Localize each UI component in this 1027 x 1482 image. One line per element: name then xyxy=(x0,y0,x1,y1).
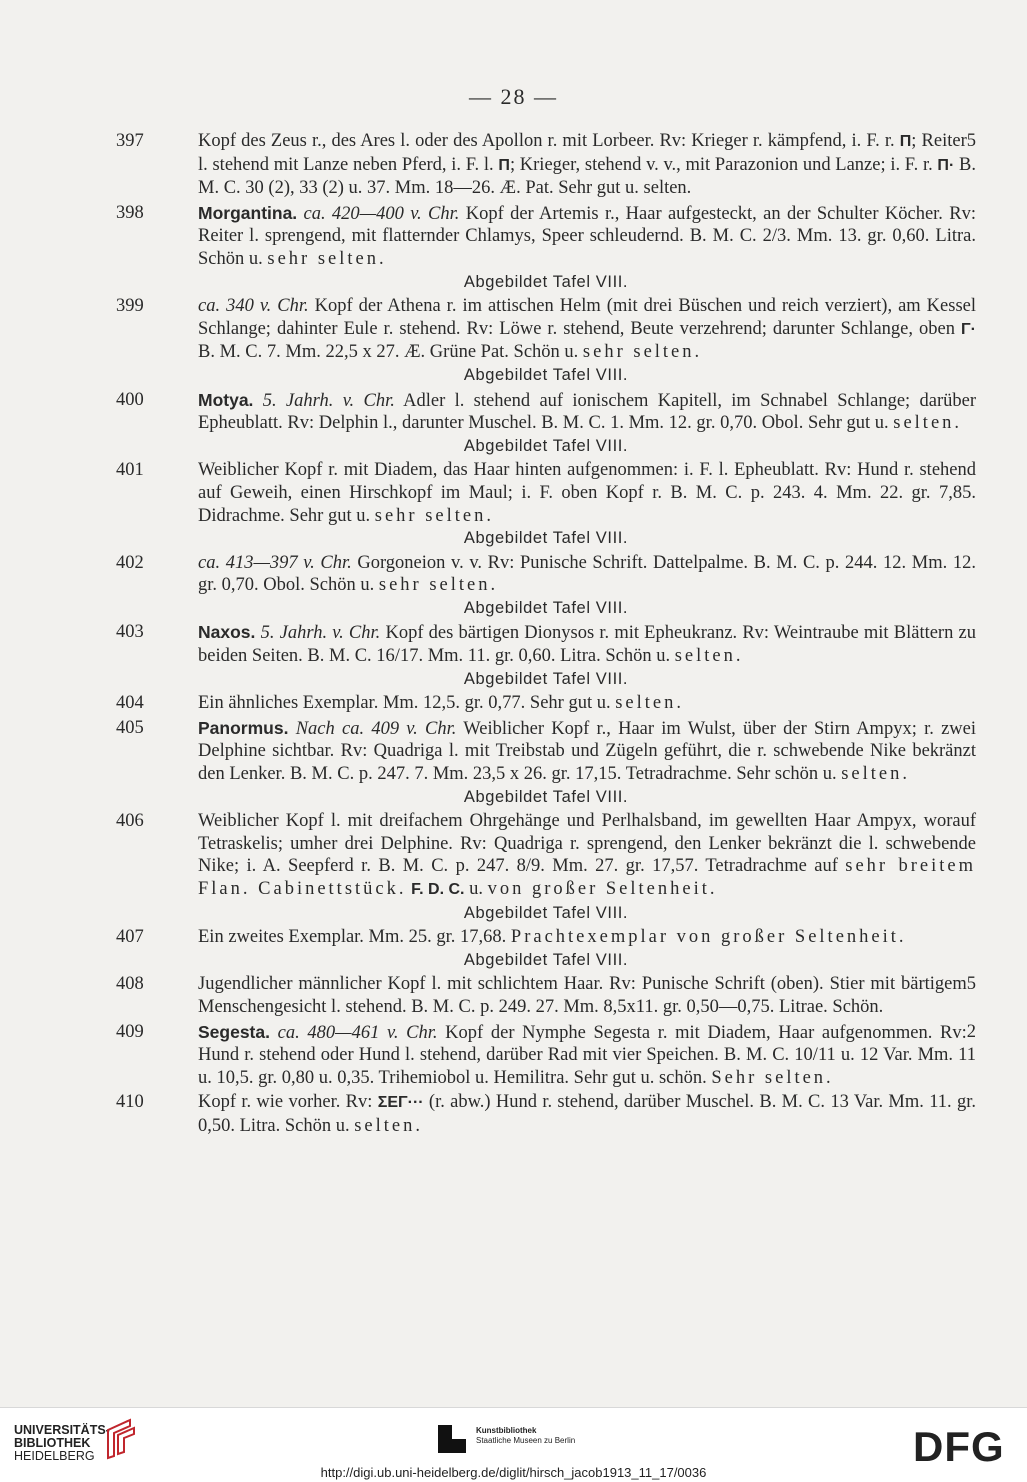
entry-number: 397 xyxy=(116,131,144,151)
plate-reference: Abgebildet Tafel VIII. xyxy=(463,903,629,922)
rarity-note: selten. xyxy=(615,693,685,714)
entry-number: 400 xyxy=(116,389,144,410)
date-range: 5. Jahrh. v. Chr. xyxy=(260,623,381,644)
city-name: Motya. xyxy=(198,389,254,410)
description-text: (r. abw.) Hund r. stehend, darüber Muschel. B. M. C. 13 Var. Mm. 11. gr. 0,50. Litra. Schön u. xyxy=(198,1092,976,1136)
description-text: Weiblicher Kopf l. mit dreifachem Ohrgehänge und Perlhalsband, im gewellten Haar Ampyx, worauf Tetraskelis; umher drei Delphine. Rv: Quadriga r. sprengend, den Lenker bekränzt die l. schwebende Nike; i. A. Seepferd r. B. M. C. p. 247. 8/9. Mm. 27. gr. 17,57. Tetradrachme auf xyxy=(198,811,976,877)
entry-description xyxy=(198,552,976,597)
footer-bar xyxy=(0,1407,1027,1482)
description-text: Weiblicher Kopf r. mit Diadem, das Haar hinten aufgenommen: i. F. l. Epheublatt. Rv: Hund r. stehend auf Geweih, einen Hirschkopf im Maul; i. F. oben Kopf r. B. M. C. p. 243. 4. Mm. 22. gr. 7,85. Didrachme. Sehr gut u. xyxy=(198,460,976,526)
description-text: B. M. C. 30 (2), 33 (2) u. 37. Mm. 18—26. Æ. Pat. Sehr gut u. selten. xyxy=(198,154,976,199)
description-text: Weiblicher Kopf r., Haar im Wulst, über der Stirn Ampyx; r. zwei Delphine sichtbar. Rv: Quadriga l. mit Treibstab und Zügeln geführt, die r. schwebende Nike bekränzt den Lenker. B. M. C. p. 247. 7. Mm. 23,5 x 26. gr. 17,15. Tetradrachme. Sehr schön u. xyxy=(198,718,977,785)
entry-number: 409 xyxy=(116,1021,144,1042)
entry-description xyxy=(198,130,976,200)
plate-reference: Abgebildet Tafel VIII. xyxy=(463,272,629,291)
entry-number: 410 xyxy=(116,1092,144,1113)
description-text: Jugendlicher männlicher Kopf l. mit schlichtem Haar. Rv: Punische Schrift (oben). Stier mit bärtigem Menschengesicht l. stehend. B. M. C. p. 249. 27. Mm. 8,5x11. gr. 0,50—0,75. Litrae. Schön. xyxy=(198,974,967,1017)
catalog-entry xyxy=(116,1091,976,1137)
plate-reference: Abgebildet Tafel VIII. xyxy=(463,529,629,548)
rarity-note: Prachtexemplar von großer Seltenheit. xyxy=(510,927,907,948)
entry-grade: 2 xyxy=(966,1021,976,1042)
plate-reference: Abgebildet Tafel VIII. xyxy=(463,787,629,806)
catalog-entry xyxy=(116,717,976,808)
description-text: Adler l. stehend auf ionischem Kapitell, im Schnabel Schlange; darüber Epheublatt. Rv: Delphin l., darunter Muschel. B. M. C. 1. Mm. 12. gr. 0,70. Obol. Sehr gut u. xyxy=(198,390,977,434)
description-text: u. xyxy=(464,879,488,899)
rarity-note: sehr selten. xyxy=(374,505,494,526)
plate-reference: Abgebildet Tafel VIII. xyxy=(463,950,629,969)
dfg-logo[interactable]: DFG xyxy=(913,1423,1005,1470)
description-text xyxy=(253,391,262,411)
entry-description xyxy=(198,692,976,715)
date-range: ca. 480—461 v. Chr. xyxy=(277,1022,438,1043)
description-text: Kopf der Artemis r., Haar aufgesteckt, an der Schulter Köcher. Rv: Reiter l. sprengend, mit flatternder Chlamys, Speer schleudernd. B. M. C. 2/3. Mm. 13. gr. 0,60. Litra. Schön u. xyxy=(198,203,976,269)
monogram-mark: Π· xyxy=(937,156,955,174)
catalog-entry xyxy=(116,692,976,715)
rarity-note: selten. xyxy=(674,646,744,667)
plate-reference: Abgebildet Tafel VIII. xyxy=(463,669,629,688)
entry-number: 406 xyxy=(116,811,144,832)
library-name-line-2: BIBLIOTHEK xyxy=(14,1436,91,1450)
entry-description xyxy=(198,621,976,667)
city-name: Naxos. xyxy=(198,622,256,643)
rarity-note: Sehr selten. xyxy=(711,1067,834,1088)
city-name: Segesta. xyxy=(198,1021,270,1042)
plate-reference: Abgebildet Tafel VIII. xyxy=(463,365,629,384)
rarity-note: sehr breitem Flan. Cabinettstück. xyxy=(198,856,976,899)
catalog-entry xyxy=(116,926,976,971)
entry-description xyxy=(198,459,976,527)
description-text: B. M. C. 7. Mm. 22,5 x 27. Æ. Grüne Pat. Schön u. xyxy=(198,342,583,363)
catalog-entry xyxy=(116,130,976,200)
monogram-mark: Π xyxy=(899,133,912,150)
catalog-entry xyxy=(116,1021,976,1090)
library-name-line-1: UNIVERSITÄTS- xyxy=(14,1423,110,1437)
description-text: Kopf der Nymphe Segesta r. mit Diadem, Haar aufgenommen. Rv: Hund r. stehend oder Hund l. stehend, darüber Rad mit vier Speichen. B. M. C. 10/11 u. 12 Var. Mm. 11 u. 10,5. gr. 0,80 u. 0,35. Trihemiobol u. Hemilitra. Sehr gut u. schön. xyxy=(198,1022,976,1088)
catalog-entry xyxy=(116,810,976,924)
date-range: ca. 340 v. Chr. xyxy=(198,296,309,317)
entry-number: 404 xyxy=(116,693,144,714)
rarity-note: selten. xyxy=(893,413,963,434)
kunstbibliothek-label xyxy=(476,1426,575,1446)
catalog-entry xyxy=(116,389,976,458)
entry-description xyxy=(198,389,976,435)
entry-description xyxy=(198,926,976,949)
catalog-entry xyxy=(116,459,976,549)
page-number: — 28 — xyxy=(469,84,558,109)
monogram-mark: ΣΕΓ··· xyxy=(377,1094,424,1112)
description-text: Ein ähnliches Exemplar. Mm. 12,5. gr. 0,77. Sehr gut u. xyxy=(198,693,616,714)
catalog-entry xyxy=(116,202,976,293)
entry-description xyxy=(198,202,976,271)
entry-description xyxy=(198,1091,976,1137)
entry-number: 402 xyxy=(116,552,144,573)
description-text: ; Krieger, stehend v. v., mit Parazonion und Lanze; i. F. r. xyxy=(509,154,938,175)
entry-number: 408 xyxy=(116,974,144,995)
monogram-mark: Π xyxy=(498,156,510,174)
kunstbibliothek-subtitle: Staatliche Museen zu Berlin xyxy=(476,1436,576,1445)
entry-description xyxy=(198,295,976,364)
catalog-entry xyxy=(116,552,976,620)
description-text: ; Reiter l. stehend mit Lanze neben Pferd, i. F. l. xyxy=(198,131,967,175)
entry-number: 405 xyxy=(116,717,144,738)
date-range: Nach ca. 409 v. Chr. xyxy=(295,718,457,739)
description-text: Kopf des Zeus r., des Ares l. oder des Apollon r. mit Lorbeer. Rv: Krieger r. kämpfend, i. F. r. xyxy=(198,131,900,151)
entry-number: 401 xyxy=(116,460,144,481)
description-text: Kopf r. wie vorher. Rv: xyxy=(198,1092,378,1113)
library-name-line-3: HEIDELBERG xyxy=(14,1449,95,1463)
entry-number: 403 xyxy=(116,622,144,643)
entry-number: 399 xyxy=(116,296,144,317)
catalog-entry xyxy=(116,295,976,386)
city-name: Morgantina. xyxy=(198,202,298,223)
description-text xyxy=(288,719,295,739)
monogram-mark: Γ· xyxy=(961,320,976,338)
entry-description xyxy=(198,810,976,901)
catalog-entry xyxy=(116,621,976,690)
description-text xyxy=(270,1023,278,1043)
entry-description xyxy=(198,1021,976,1090)
university-library-logo[interactable] xyxy=(14,1424,110,1463)
date-range: ca. 420—400 v. Chr. xyxy=(303,203,460,224)
city-name: Panormus. xyxy=(198,717,289,738)
rarity-note: von großer Seltenheit. xyxy=(487,879,718,899)
rarity-note: selten. xyxy=(841,764,910,785)
description-text: Ein zweites Exemplar. Mm. 25. gr. 17,68. xyxy=(198,927,511,948)
rarity-note: sehr selten. xyxy=(582,342,703,363)
description-text: Gorgoneion v. v. Rv: Punische Schrift. Dattelpalme. B. M. C. p. 244. 12. Mm. 12. gr. 0,70. Obol. Schön u. xyxy=(198,552,976,596)
entry-grade: 5 xyxy=(966,131,976,151)
entry-grade: 5 xyxy=(966,974,976,995)
rarity-note: selten. xyxy=(354,1115,423,1136)
library-emblem-icon xyxy=(104,1416,138,1460)
entry-number: 398 xyxy=(116,202,144,223)
kunstbibliothek-logo-icon[interactable] xyxy=(438,1425,468,1453)
entry-description xyxy=(198,973,976,1018)
description-text: Kopf der Athena r. im attischen Helm (mit drei Büschen und reich verziert), am Kessel Schlange; dahinter Eule r. stehend. Rv: Löwe r. stehend, Beute verzehrend; darunter Schlange, oben xyxy=(198,296,976,339)
catalog-entry xyxy=(116,973,976,1018)
catalog-entries xyxy=(116,130,976,1140)
rarity-note: sehr selten. xyxy=(267,248,387,269)
plate-reference: Abgebildet Tafel VIII. xyxy=(463,436,629,455)
date-range: ca. 413—397 v. Chr. xyxy=(198,552,352,573)
description-text: Kopf des bärtigen Dionysos r. mit Epheukranz. Rv: Weintraube mit Blättern zu beiden Seiten. B. M. C. 16/17. Mm. 11. gr. 0,60. Litra. Schön u. xyxy=(198,623,976,667)
source-url-link[interactable]: http://digi.ub.uni-heidelberg.de/diglit/hirsch_jacob1913_11_17/0036 xyxy=(320,1465,707,1480)
entry-description xyxy=(198,717,976,786)
kunstbibliothek-name: Kunstbibliothek xyxy=(476,1426,537,1435)
rarity-note: sehr selten. xyxy=(378,575,499,596)
date-range: 5. Jahrh. v. Chr. xyxy=(262,390,395,411)
plate-reference: Abgebildet Tafel VIII. xyxy=(463,598,629,617)
monogram-mark: F. D. C. xyxy=(411,881,465,898)
entry-number: 407 xyxy=(116,927,144,948)
